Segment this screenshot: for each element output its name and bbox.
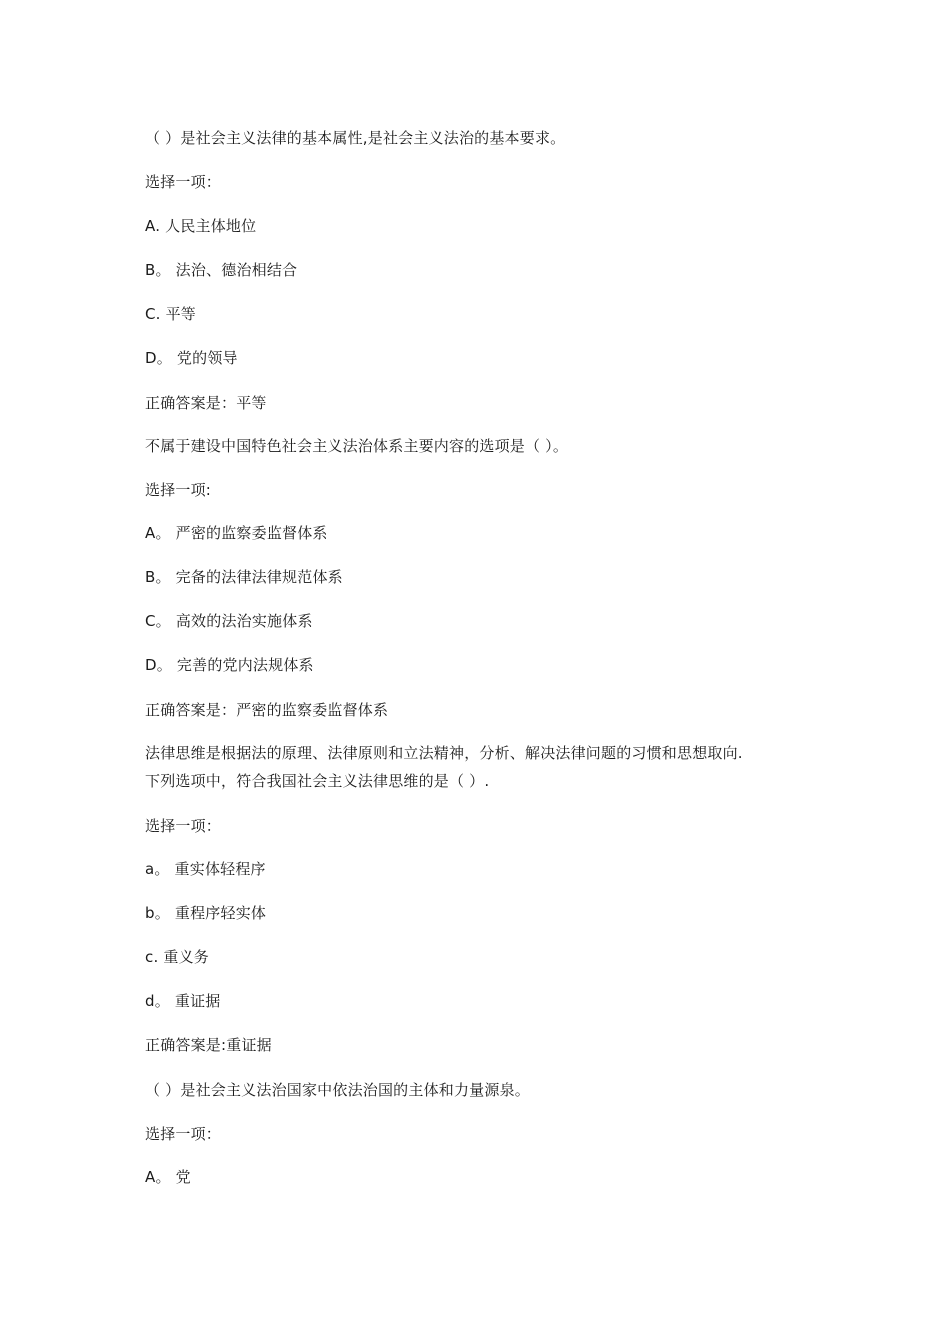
question-2-answer: 正确答案是：严密的监察委监督体系: [145, 701, 389, 719]
question-4-stem: （ ）是社会主义法治国家中依法治国的主体和力量源泉。: [145, 1081, 530, 1099]
question-3-answer: 正确答案是:重证据: [145, 1036, 272, 1054]
question-3-option-a: a。 重实体轻程序: [145, 860, 266, 878]
question-4-option-a: A。 党: [145, 1168, 191, 1186]
question-1-prompt: 选择一项：: [145, 173, 222, 191]
question-1-option-c: C. 平等: [145, 305, 197, 323]
question-2-prompt: 选择一项:: [145, 481, 212, 499]
question-1-stem: （ ）是社会主义法律的基本属性,是社会主义法治的基本要求。: [145, 129, 566, 147]
question-3-stem-line-1: 法律思维是根据法的原理、法律原则和立法精神，分析、解决法律问题的习惯和思想取向.: [145, 744, 743, 762]
question-1-answer: 正确答案是：平等: [145, 394, 267, 412]
question-2-option-b: B。 完备的法律法律规范体系: [145, 568, 343, 586]
question-3-option-c: c. 重义务: [145, 948, 209, 966]
question-2-stem: 不属于建设中国特色社会主义法治体系主要内容的选项是（ ）。: [145, 437, 569, 455]
question-3-option-d: d。 重证据: [145, 992, 221, 1010]
question-3-option-b: b。 重程序轻实体: [145, 904, 267, 922]
question-4-prompt: 选择一项：: [145, 1125, 222, 1143]
question-3-prompt: 选择一项：: [145, 817, 222, 835]
question-1-option-a: A. 人民主体地位: [145, 217, 257, 235]
question-1-option-b: B。 法治、德治相结合: [145, 261, 298, 279]
question-3-stem-line-2: 下列选项中，符合我国社会主义法律思维的是（ ）.: [145, 772, 490, 790]
question-1-option-d: D。 党的领导: [145, 349, 238, 367]
question-2-option-c: C。 高效的法治实施体系: [145, 612, 313, 630]
question-2-option-d: D。 完善的党内法规体系: [145, 656, 314, 674]
question-2-option-a: A。 严密的监察委监督体系: [145, 524, 328, 542]
